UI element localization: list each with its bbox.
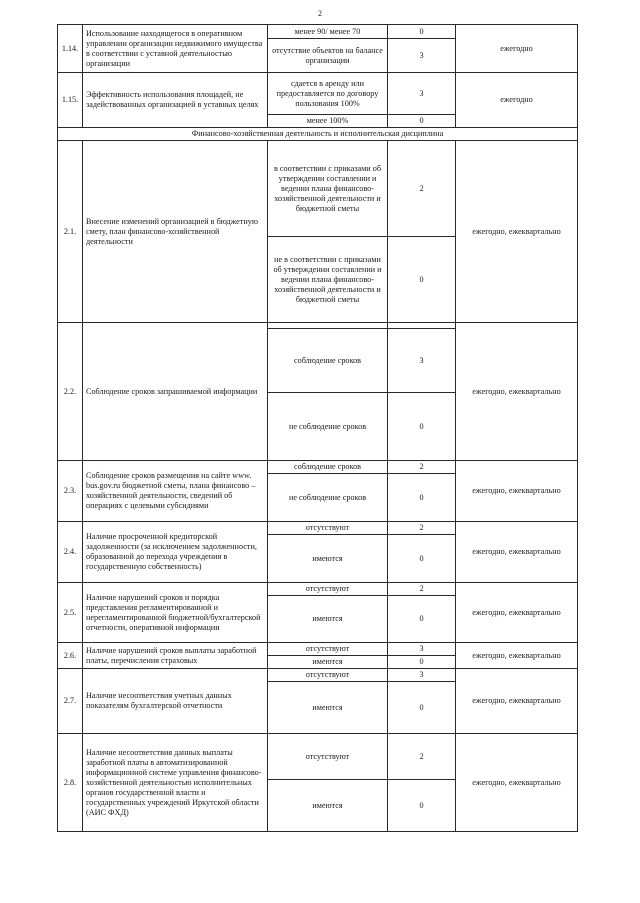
criteria-table — [57, 24, 578, 832]
score-value: 2 — [388, 461, 456, 474]
row-number: 2.6. — [58, 643, 83, 669]
condition-text: менее 90/ менее 70 — [268, 25, 388, 39]
period-text: ежегодно, ежеквартально — [456, 522, 578, 583]
row-number: 2.7. — [58, 669, 83, 734]
table-row — [58, 734, 578, 780]
score-value: 3 — [388, 669, 456, 682]
condition-text: не в соответствии с приказами об утверждении составлении и ведении плана финансово- хозяйственной деятельности и бюджетной сметы — [268, 237, 388, 323]
condition-text: отсутствуют — [268, 522, 388, 535]
condition-text: отсутствуют — [268, 669, 388, 682]
score-value: 0 — [388, 393, 456, 461]
condition-text: менее 100% — [268, 115, 388, 128]
period-text: ежегодно, ежеквартально — [456, 669, 578, 734]
table-row — [58, 522, 578, 535]
table-row — [58, 583, 578, 596]
row-number: 2.5. — [58, 583, 83, 643]
condition-text: не соблюдение сроков — [268, 474, 388, 522]
condition-text: отсутствуют — [268, 643, 388, 656]
criterion-text: Наличие нарушений сроков и порядка представления регламентированной и нерегламентированной бюджетной/бухгалтерской отчетности, оперативной информации — [83, 583, 268, 643]
condition-text: отсутствие объектов на балансе организации — [268, 39, 388, 73]
period-text: ежегодно — [456, 25, 578, 73]
table-row — [58, 643, 578, 656]
row-number: 2.4. — [58, 522, 83, 583]
score-value: 0 — [388, 237, 456, 323]
period-text: ежегодно, ежеквартально — [456, 734, 578, 832]
period-text: ежегодно, ежеквартально — [456, 461, 578, 522]
row-number: 1.15. — [58, 73, 83, 128]
period-text: ежегодно, ежеквартально — [456, 643, 578, 669]
score-value: 0 — [388, 115, 456, 128]
score-value: 2 — [388, 522, 456, 535]
row-number: 2.8. — [58, 734, 83, 832]
criterion-text: Наличие просроченной кредиторской задолженности (за исключением задолженности, образованной до перехода учреждения в государственную собственность) — [83, 522, 268, 583]
score-value: 2 — [388, 141, 456, 237]
score-value: 3 — [388, 329, 456, 393]
table-row — [58, 669, 578, 682]
condition-text: соблюдение сроков — [268, 329, 388, 393]
condition-text: имеются — [268, 682, 388, 734]
score-value: 0 — [388, 25, 456, 39]
score-value: 0 — [388, 474, 456, 522]
condition-text: не соблюдение сроков — [268, 393, 388, 461]
score-value: 0 — [388, 596, 456, 643]
score-value: 3 — [388, 643, 456, 656]
criterion-text: Соблюдение сроков размещения на сайте www. bus.gov.ru бюджетной сметы, плана финансово – хозяйственной деятельности, сведений об операциях с целевыми субсидиями — [83, 461, 268, 522]
criterion-text: Наличие несоответствия учетных данных показателям бухгалтерской отчетности — [83, 669, 268, 734]
condition-text: имеются — [268, 535, 388, 583]
page-number: 2 — [318, 9, 322, 18]
score-value: 2 — [388, 583, 456, 596]
condition-text: в соответствии с приказами об утверждении составлении и ведении плана финансово-хозяйственной деятельности и бюджетной сметы — [268, 141, 388, 237]
condition-text: имеются — [268, 656, 388, 669]
section-title: Финансово-хозяйственная деятельность и исполнительская дисциплина — [58, 128, 578, 141]
period-text: ежегодно — [456, 73, 578, 128]
table-row — [58, 25, 578, 39]
condition-text: имеются — [268, 780, 388, 832]
score-value: 0 — [388, 780, 456, 832]
condition-text: сдается в аренду или предоставляется по договору пользования 100% — [268, 73, 388, 115]
criterion-text: Наличие несоответствия данных выплаты заработной платы в автоматизированной информационной системе управления финансово-хозяйственной деятельностью исполнительных органов государственной власти и государственных учреждений Иркутской области (АИС ФХД) — [83, 734, 268, 832]
condition-text: соблюдение сроков — [268, 461, 388, 474]
section-row — [58, 128, 578, 141]
row-number: 1.14. — [58, 25, 83, 73]
score-value: 2 — [388, 734, 456, 780]
criterion-text: Использование находящегося в оперативном управлении организации недвижимого имущества в соответствии с уставной деятельностью организации — [83, 25, 268, 73]
table-row — [58, 73, 578, 115]
score-value: 0 — [388, 682, 456, 734]
score-value: 0 — [388, 535, 456, 583]
criterion-text: Внесение изменений организацией в бюджетную смету, план финансово-хозяйственной деятельности — [83, 141, 268, 323]
row-number: 2.2. — [58, 323, 83, 461]
condition-text: отсутствуют — [268, 734, 388, 780]
criterion-text: Соблюдение сроков запрашиваемой информации — [83, 323, 268, 461]
period-text: ежегодно, ежеквартально — [456, 141, 578, 323]
score-value: 3 — [388, 73, 456, 115]
criterion-text: Наличие нарушений сроков выплаты заработной платы, перечисления страховых — [83, 643, 268, 669]
period-text: ежегодно, ежеквартально — [456, 323, 578, 461]
condition-text: имеются — [268, 596, 388, 643]
row-number: 2.3. — [58, 461, 83, 522]
table-row — [58, 141, 578, 237]
period-text: ежегодно, ежеквартально — [456, 583, 578, 643]
score-value: 3 — [388, 39, 456, 73]
table-row — [58, 461, 578, 474]
condition-text: отсутствуют — [268, 583, 388, 596]
score-value: 0 — [388, 656, 456, 669]
criterion-text: Эффективность использования площадей, не задействованных организацией в уставных целях — [83, 73, 268, 128]
row-number: 2.1. — [58, 141, 83, 323]
